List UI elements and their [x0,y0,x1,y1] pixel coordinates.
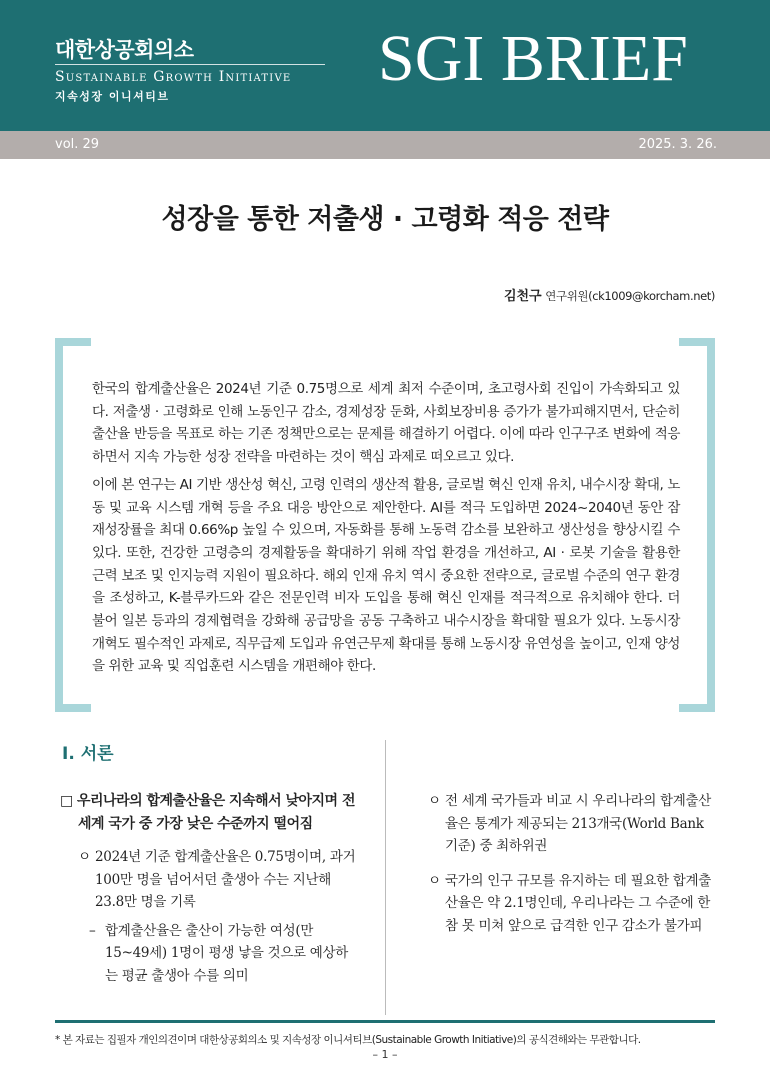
heading-text: 우리나라의 합계출산율은 지속해서 낮아지며 전 세계 국가 중 가장 낮은 수준까지 떨어짐 [77,793,355,832]
org-name-korean: 대한상공회의소 [55,38,194,62]
brand-title: SGI BRIEF [378,22,688,95]
sub-list-item [60,920,360,988]
author-role: 연구위원(ck1009@korcham.net) [545,289,715,303]
document-title: 성장을 통한 저출생 · 고령화 적응 전략 [161,204,609,235]
summary-box [92,378,680,683]
org-subtitle: 지속성장 이니셔티브 [55,90,170,103]
circle-bullet-icon: ㅇ [428,793,441,809]
issue-bar [0,131,770,159]
header-banner [0,0,770,131]
heading-item [60,790,360,836]
list-item [60,846,360,914]
page-number: – 1 – [372,1048,398,1061]
summary-paragraph: 이에 본 연구는 AI 기반 생산성 혁신, 고령 인력의 생산적 활용, 글로벌 혁신 인재 유치, 내수시장 확대, 노동 및 교육 시스템 개혁 등을 주요 대응 방안으로 제안한다. AI를 적극 도입하면 2024~2040년 동안 잠재성장률을 최대 0.66%p 높일 수 있으며, 자동화를 통해 노동력 감소를 보완하고 생산성을 향상시킬 수 있다. 또한, 건강한 고령층의 경제활동을 확대하기 위해 작업 환경을 개선하고, AI · 로봇 기술을 활용한 근력 보조 및 인지능력 지원이 필요하다. 해외 인재 유치 역시 중요한 전략으로, 글로벌 수준의 연구 환경을 조성하고, K-블루카드와 같은 전문인력 비자 도입을 통해 혁신 인재를 적극적으로 유치해야 한다. 더불어 일본 등과의 경제협력을 강화해 공급망을 공동 구축하고 내수시장을 확대할 필요가 있다. 노동시장 개혁도 필수적인 과제로, 직무급제 도입과 유연근무제 확대를 통해 노동시장 유연성을 높이고, 인재 양성을 위한 교육 및 직업훈련 시스템을 개편해야 한다. [92,476,680,675]
list-item [428,790,718,858]
footnote: * 본 자료는 집필자 개인의견이며 대한상공회의소 및 지속성장 이니셔티브(Sustainable Growth Initiative)의 공식견해와는 무관합니다. [55,1034,641,1046]
list-item-text: 2024년 기준 합계출산율은 0.75명이며, 과거 100만 명을 넘어서던 출생아 수는 지난해 23.8만 명을 기록 [95,849,356,910]
org-divider [55,64,325,65]
list-item [428,870,718,938]
summary-bracket-left [55,338,91,712]
circle-bullet-icon: ㅇ [78,849,91,865]
section-title: Ⅰ. 서론 [62,744,114,764]
left-column [60,790,360,987]
org-name-english: Sustainable Growth Initiative [55,69,292,85]
dash-bullet-icon: – [89,922,96,939]
circle-bullet-icon: ㅇ [428,872,441,889]
volume-number: vol. 29 [55,137,100,152]
square-bullet-icon: □ [60,793,73,809]
list-item-text: 전 세계 국가들과 비교 시 우리나라의 합계출산율은 통계가 제공되는 213개국(World Bank 기준) 중 최하위권 [445,793,712,854]
summary-paragraph: 한국의 합계출산율은 2024년 기준 0.75명으로 세계 최저 수준이며, 초고령사회 진입이 가속화되고 있다. 저출생 · 고령화로 인해 노동인구 감소, 경제성장 둔화, 사회보장비용 증가가 불가피해지면서, 단순히 출산율 반등을 목표로 하는 기존 정책만으로는 문제를 해결하기 어렵다. 이에 따라 인구구조 변화에 적응하면서 지속 가능한 성장 전략을 마련하는 것이 핵심 과제로 떠오르고 있다. [92,381,680,466]
sub-list-item-text: 합계출산율은 출산이 가능한 여성(만 15~49세) 1명이 평생 낳을 것으로 예상하는 평균 출생아 수를 의미 [105,922,349,984]
author-name: 김천구 [503,289,542,304]
author-line [504,285,715,304]
list-item-text: 국가의 인구 규모를 유지하는 데 필요한 합계출산율은 약 2.1명인데, 우리나라는 그 수준에 한참 못 미쳐 앞으로 급격한 인구 감소가 불가피 [445,872,712,934]
right-column [428,790,718,949]
summary-bracket-right [679,338,715,712]
column-divider [385,740,386,1015]
footer-divider [55,1020,715,1023]
issue-date: 2025. 3. 26. [638,137,717,152]
